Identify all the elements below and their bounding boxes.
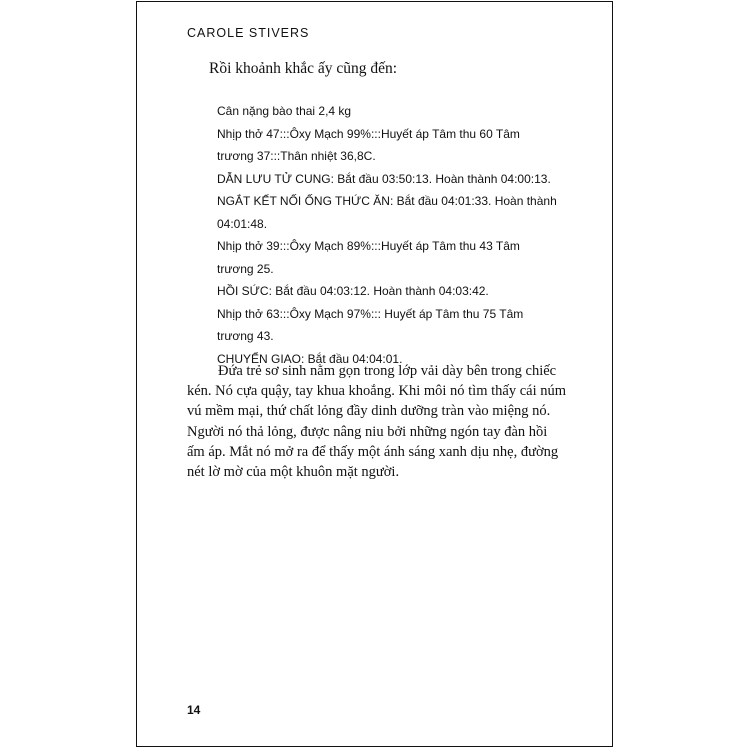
paragraph-line: Đứa trẻ sơ sinh nằm gọn trong lớp vải dày bên trong chiếc xyxy=(218,363,557,379)
paragraph-line: kén. Nó cựa quậy, tay khua khoắng. Khi môi nó tìm thấy cái núm xyxy=(187,383,567,400)
log-line: Cân nặng bào thai 2,4 kg xyxy=(217,104,352,118)
log-line: CHUYỂN GIAO: Bắt đầu 04:04:01. xyxy=(217,351,403,366)
paragraph-line: nét lờ mờ của một khuôn mặt người. xyxy=(187,463,400,480)
log-line: Nhịp thở 63:::Ôxy Mạch 97%::: Huyết áp Tâm thu 75 Tâm xyxy=(217,306,524,321)
running-header-author: CAROLE STIVERS xyxy=(187,26,310,40)
log-line: HỒI SỨC: Bắt đầu 04:03:12. Hoàn thành 04:03:42. xyxy=(217,284,489,298)
log-line: trương 43. xyxy=(217,329,274,343)
page-number: 14 xyxy=(187,703,201,717)
log-line: Nhịp thở 47:::Ôxy Mạch 99%:::Huyết áp Tâm thu 60 Tâm xyxy=(217,126,520,141)
log-line: trương 37:::Thân nhiệt 36,8C. xyxy=(217,149,376,163)
vital-signs-log xyxy=(217,100,557,370)
body-paragraph xyxy=(187,361,566,482)
log-line: 04:01:48. xyxy=(217,216,268,231)
paragraph-line: Người nó thả lỏng, được nâng niu bởi những ngón tay đàn hồi xyxy=(187,423,548,440)
intro-line: Rồi khoảnh khắc ấy cũng đến: xyxy=(209,60,398,77)
paragraph-line: vú mềm mại, thứ chất lỏng đầy dinh dưỡng tràn vào miệng nó. xyxy=(187,403,551,420)
log-line: NGẮT KẾT NỐI ỐNG THỨC ĂN: Bắt đầu 04:01:33. Hoàn thành xyxy=(217,194,557,208)
log-line: trương 25. xyxy=(217,261,274,276)
paragraph-line: ấm áp. Mắt nó mở ra để thấy một ánh sáng xanh dịu nhẹ, đường xyxy=(187,443,559,460)
log-line: Nhịp thở 39:::Ôxy Mạch 89%:::Huyết áp Tâm thu 43 Tâm xyxy=(217,239,520,253)
log-line: DẪN LƯU TỬ CUNG: Bắt đầu 03:50:13. Hoàn thành 04:00:13. xyxy=(217,171,551,186)
